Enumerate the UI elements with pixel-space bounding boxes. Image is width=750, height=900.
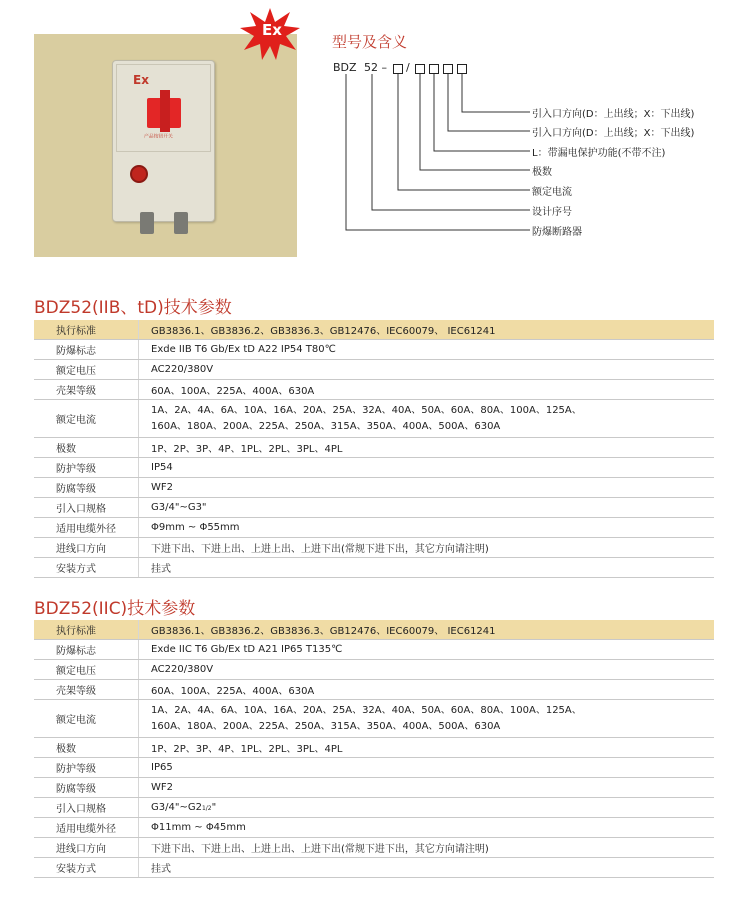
row-value: 挂式 xyxy=(139,858,715,878)
model-title: 型号及含义 xyxy=(332,33,408,51)
table-row xyxy=(34,558,714,578)
spec-table-iib xyxy=(34,320,714,578)
model-code-series: 52 – xyxy=(364,61,387,74)
spec-title-iic: BDZ52(IIC)技术参数 xyxy=(34,599,196,619)
legend-inlet-dir-2: 引入口方向(D：上出线；X：下出线) xyxy=(532,128,695,139)
row-label: 额定电压 xyxy=(34,660,139,680)
table-row xyxy=(34,798,714,818)
row-value: WF2 xyxy=(139,478,715,498)
row-value: 1P、2P、3P、4P、1PL、2PL、3PL、4PL xyxy=(139,438,715,458)
row-value: 1P、2P、3P、4P、1PL、2PL、3PL、4PL xyxy=(139,738,715,758)
model-code-slash: / xyxy=(406,61,410,74)
row-label: 安装方式 xyxy=(34,558,139,578)
row-label: 防爆标志 xyxy=(34,640,139,660)
table-row xyxy=(34,458,714,478)
row-value: Exde IIB T6 Gb/Ex tD A22 IP54 T80℃ xyxy=(139,340,715,360)
table-row xyxy=(34,738,714,758)
table-row xyxy=(34,838,714,858)
row-label: 适用电缆外径 xyxy=(34,518,139,538)
legend-inlet-dir-1: 引入口方向(D：上出线；X：下出线) xyxy=(532,109,695,120)
table-row xyxy=(34,640,714,660)
legend-leakage: L：带漏电保护功能(不带不注) xyxy=(532,148,666,159)
row-label: 防腐等级 xyxy=(34,778,139,798)
legend-design-no: 设计序号 xyxy=(532,207,572,218)
table-row xyxy=(34,400,714,438)
enclosure-ex-mark: Ex xyxy=(133,73,149,87)
row-label: 额定电压 xyxy=(34,360,139,380)
row-label: 额定电流 xyxy=(34,400,139,438)
row-value: Φ11mm ~ Φ45mm xyxy=(139,818,715,838)
table-row xyxy=(34,858,714,878)
model-code-prefix: BDZ xyxy=(333,61,357,74)
legend-poles: 极数 xyxy=(532,167,552,178)
row-value: G3/4"~G21/2" xyxy=(139,798,715,818)
table-row xyxy=(34,438,714,458)
row-value: G3/4"~G3" xyxy=(139,498,715,518)
table-row xyxy=(34,680,714,700)
table-row xyxy=(34,518,714,538)
table-row xyxy=(34,758,714,778)
table-row xyxy=(34,478,714,498)
table-row xyxy=(34,498,714,518)
row-label: 适用电缆外径 xyxy=(34,818,139,838)
row-value: IP65 xyxy=(139,758,715,778)
table-row xyxy=(34,620,714,640)
table-row xyxy=(34,778,714,798)
row-label: 额定电流 xyxy=(34,700,139,738)
ex-badge-text: Ex xyxy=(262,21,282,39)
row-label: 防护等级 xyxy=(34,458,139,478)
row-value: 60A、100A、225A、400A、630A xyxy=(139,380,715,400)
spec-table-iic xyxy=(34,620,714,878)
row-value: 60A、100A、225A、400A、630A xyxy=(139,680,715,700)
row-label: 引入口规格 xyxy=(34,498,139,518)
table-row xyxy=(34,818,714,838)
row-label: 防爆标志 xyxy=(34,340,139,360)
row-label: 进线口方向 xyxy=(34,838,139,858)
row-label: 极数 xyxy=(34,738,139,758)
row-value: GB3836.1、GB3836.2、GB3836.3、GB12476、IEC60079、 IEC61241 xyxy=(139,320,715,340)
row-value: Exde IIC T6 Gb/Ex tD A21 IP65 T135℃ xyxy=(139,640,715,660)
row-label: 防腐等级 xyxy=(34,478,139,498)
row-value: 下进下出、下进上出、上进上出、上进下出(常规下进下出，其它方向请注明) xyxy=(139,538,715,558)
switch-label: 产品按钮开关 xyxy=(144,133,173,140)
row-label: 壳架等级 xyxy=(34,380,139,400)
row-value: AC220/380V xyxy=(139,660,715,680)
row-value: 1A、2A、4A、6A、10A、16A、20A、25A、32A、40A、50A、60A、80A、100A、125A、 160A、180A、200A、225A、250A、315A、350A、400A、500A、630A xyxy=(139,700,715,738)
legend-breaker: 防爆断路器 xyxy=(532,227,582,238)
table-row xyxy=(34,538,714,558)
row-value: 下进下出、下进上出、上进上出、上进下出(常规下进下出，其它方向请注明) xyxy=(139,838,715,858)
row-label: 极数 xyxy=(34,438,139,458)
row-label: 壳架等级 xyxy=(34,680,139,700)
row-label: 安装方式 xyxy=(34,858,139,878)
row-label: 执行标准 xyxy=(34,320,139,340)
table-row xyxy=(34,360,714,380)
row-label: 执行标准 xyxy=(34,620,139,640)
row-value: Φ9mm ~ Φ55mm xyxy=(139,518,715,538)
table-row xyxy=(34,320,714,340)
row-value: WF2 xyxy=(139,778,715,798)
row-value: AC220/380V xyxy=(139,360,715,380)
row-label: 进线口方向 xyxy=(34,538,139,558)
table-row xyxy=(34,700,714,738)
row-label: 引入口规格 xyxy=(34,798,139,818)
row-value: IP54 xyxy=(139,458,715,478)
spec-title-iib: BDZ52(IIB、tD)技术参数 xyxy=(34,298,232,318)
table-row xyxy=(34,380,714,400)
table-row xyxy=(34,340,714,360)
legend-rated-current: 额定电流 xyxy=(532,187,572,198)
table-row xyxy=(34,660,714,680)
row-value: 1A、2A、4A、6A、10A、16A、20A、25A、32A、40A、50A、60A、80A、100A、125A、 160A、180A、200A、225A、250A、315A、350A、400A、500A、630A xyxy=(139,400,715,438)
row-value: 挂式 xyxy=(139,558,715,578)
row-value: GB3836.1、GB3836.2、GB3836.3、GB12476、IEC60079、 IEC61241 xyxy=(139,620,715,640)
row-label: 防护等级 xyxy=(34,758,139,778)
